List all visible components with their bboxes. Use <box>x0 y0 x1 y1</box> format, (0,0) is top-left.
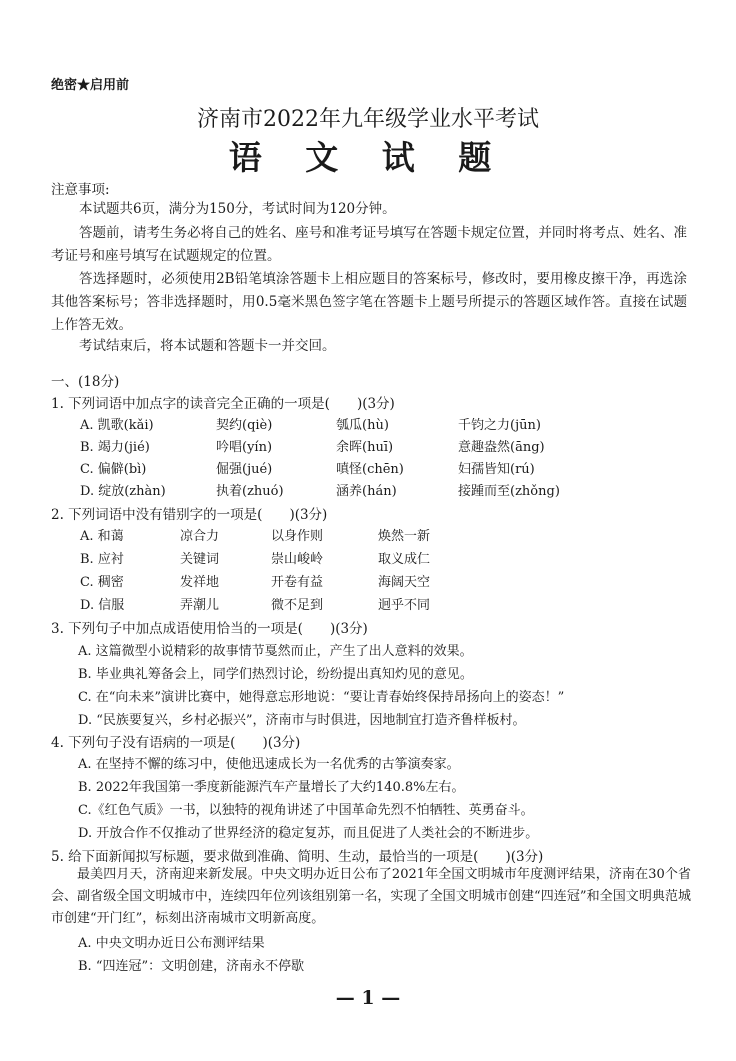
notice-heading: 注意事项: <box>51 182 110 198</box>
exam-title: 济南市2022年九年级学业水平考试 <box>197 107 539 132</box>
option-cell: 执着(zhuó) <box>216 484 284 499</box>
option-cell: 瓠瓜(hù) <box>336 418 389 433</box>
section-heading: 一、(18分) <box>51 374 120 390</box>
option-cell: 涵养(hán) <box>336 484 397 499</box>
news-passage: 最美四月天，济南迎来新发展。中央文明办近日公布了2021年全国文明城市年度测评结果，济南在30个省会、副省级全国文明城市中，连续四年位列该组别第一名，实现了全国文明城市创建“四连冠”和全国文明典范城市创建“开门红”，标刻出济南城市文明新高度。 <box>51 867 691 926</box>
option-cell: 弄潮儿 <box>180 598 220 613</box>
option-cell: 倔强(jué) <box>216 462 273 477</box>
option-cell: D. 绽放(zhàn) <box>80 484 166 499</box>
option-cell: 意趣盎然(āng) <box>458 440 545 455</box>
option-line: D. 开放合作不仅推动了世界经济的稳定复苏，而且促进了人类社会的不断进步。 <box>78 826 539 841</box>
question-1-stem: 1. 下列词语中加点字的读音完全正确的一项是( )(3分) <box>51 396 395 412</box>
option-cell: D. 信服 <box>80 598 125 613</box>
option-cell: 焕然一新 <box>378 529 431 544</box>
notice-paragraph: 答选择题时，必须使用2B铅笔填涂答题卡上相应题目的答案标号，修改时，要用橡皮擦干净，再选涂其他答案标号；答非选择题时，用0.5毫米黑色签字笔在答题卡上题号所提示的答题区域作答。直接在试题上作答无效。 <box>51 271 687 333</box>
option-line: A. 中央文明办近日公布测评结果 <box>78 936 265 951</box>
question-4-stem: 4. 下列句子没有语病的一项是( )(3分) <box>51 735 301 751</box>
subject-title: 语 文 试 题 <box>228 138 508 177</box>
option-cell: 嗔怪(chēn) <box>336 462 404 477</box>
confidential-label: 绝密★启用前 <box>51 78 130 93</box>
option-cell: A. 凯歌(kǎi) <box>80 418 154 433</box>
option-line: D. “民族要复兴，乡村必振兴”，济南市与时俱进，因地制宜打造齐鲁样板村。 <box>78 713 526 728</box>
page-number: — 1 — <box>335 987 401 1009</box>
notice-paragraph: 答题前，请考生务必将自己的姓名、座号和准考证号填写在答题卡规定位置，并同时将考点、姓名、准考证号和座号填写在试题规定的位置。 <box>51 225 687 264</box>
option-line: B. 毕业典礼筹备会上，同学们热烈讨论，纷纷提出真知灼见的意见。 <box>78 667 473 682</box>
option-line: A. 在坚持不懈的练习中，使他迅速成长为一名优秀的古筝演奏家。 <box>78 757 460 772</box>
option-cell: B. 竭力(jié) <box>80 440 150 455</box>
option-cell: B. 应衬 <box>80 552 124 567</box>
option-line: A. 这篇微型小说精彩的故事情节戛然而止，产生了出人意料的效果。 <box>78 644 473 659</box>
question-3-stem: 3. 下列句子中加点成语使用恰当的一项是( )(3分) <box>51 621 368 637</box>
option-cell: C. 偏僻(bì) <box>80 462 147 477</box>
option-cell: 关键词 <box>180 552 220 567</box>
notice-paragraph: 本试题共6页，满分为150分，考试时间为120分钟。 <box>79 201 396 217</box>
option-cell: 妇孺皆知(rú) <box>458 462 535 477</box>
option-cell: 契约(qiè) <box>216 418 273 433</box>
option-cell: 迥乎不同 <box>378 598 431 613</box>
option-line: C.《红色气质》一书，以独特的视角讲述了中国革命先烈不怕牺牲、英勇奋斗。 <box>78 803 534 818</box>
notice-paragraph: 考试结束后，将本试题和答题卡一并交回。 <box>79 338 336 354</box>
question-2-stem: 2. 下列词语中没有错别字的一项是( )(3分) <box>51 507 328 523</box>
option-cell: 开卷有益 <box>271 575 324 590</box>
option-cell: A. 和蔼 <box>80 529 124 544</box>
option-cell: 千钧之力(jūn) <box>458 418 541 433</box>
option-cell: 海阔天空 <box>378 575 431 590</box>
option-cell: 以身作则 <box>271 529 324 544</box>
option-cell: 微不足到 <box>271 598 324 613</box>
option-cell: 发祥地 <box>180 575 220 590</box>
option-cell: 取义成仁 <box>378 552 431 567</box>
option-cell: 崇山峻岭 <box>271 552 324 567</box>
option-line: B. “四连冠”：文明创建，济南永不停歇 <box>78 959 305 974</box>
option-line: C. 在“向未来”演讲比赛中，她得意忘形地说：“要让青春始终保持昂扬向上的姿态！” <box>78 690 565 705</box>
question-5-stem: 5. 给下面新闻拟写标题，要求做到准确、简明、生动，最恰当的一项是( )(3分) <box>51 849 544 865</box>
option-line: B. 2022年我国第一季度新能源汽车产量增长了大约140.8%左右。 <box>78 780 465 795</box>
option-cell: 余晖(huī) <box>336 440 394 455</box>
option-cell: 吟唱(yín) <box>216 440 273 455</box>
option-cell: 凉合力 <box>180 529 220 544</box>
option-cell: 接踵而至(zhǒng) <box>458 484 560 499</box>
option-cell: C. 稠密 <box>80 575 124 590</box>
